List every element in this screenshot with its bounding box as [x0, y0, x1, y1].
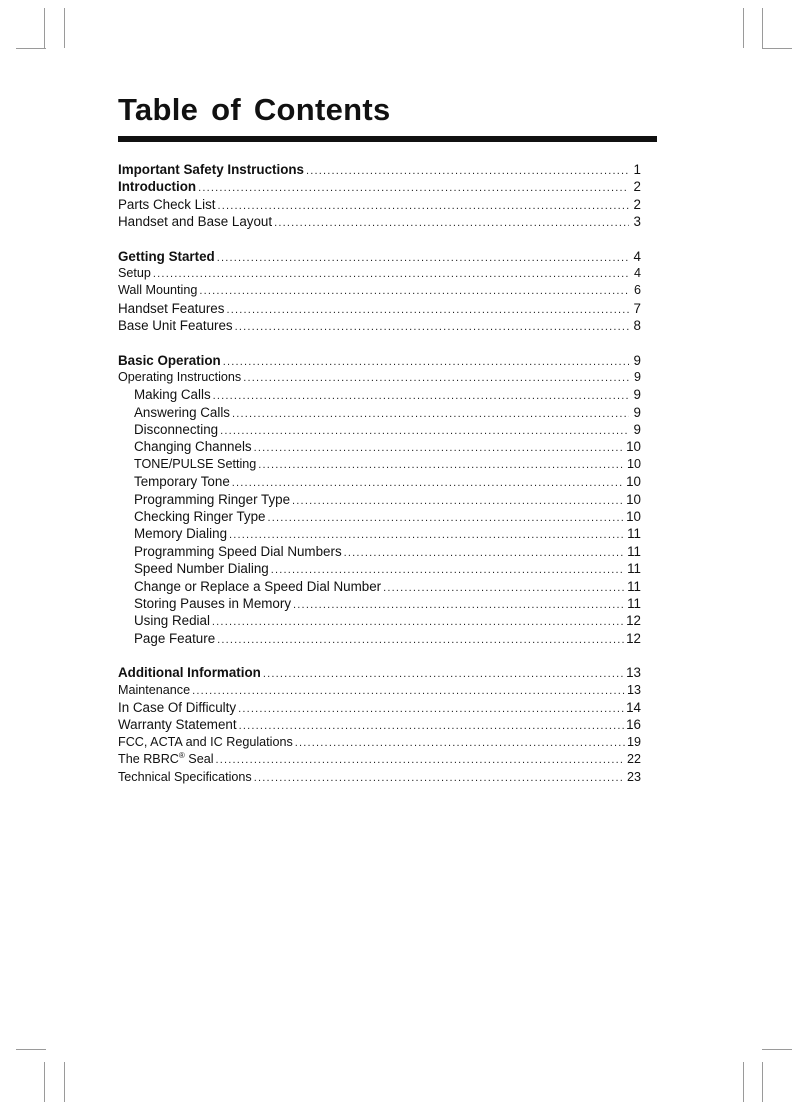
toc-entry-label: [134, 560, 269, 577]
toc-entry-label-suffix: Seal: [184, 752, 214, 767]
dot-leader: [232, 406, 629, 423]
toc-entry-page-number: 10: [626, 439, 641, 455]
toc-entry-label: [118, 213, 272, 230]
toc-entry[interactable]: [118, 560, 641, 577]
toc-entry-label-text: Maintenance: [118, 682, 191, 697]
toc-entry-label: [134, 438, 252, 455]
dot-leader: [239, 718, 625, 735]
toc-entry-label-text: Operating Instructions: [118, 369, 242, 384]
toc-entry-label-text: Answering Calls: [134, 404, 231, 420]
crop-mark-top-left-v2: [64, 8, 65, 48]
dot-leader: [292, 493, 624, 510]
table-of-contents: [118, 161, 641, 786]
toc-entry[interactable]: [118, 525, 641, 542]
dot-leader: [293, 597, 625, 614]
toc-section: [118, 161, 641, 231]
crop-mark-bottom-right-h: [762, 1049, 792, 1050]
toc-entry-page-number: 19: [626, 734, 641, 749]
toc-entry[interactable]: [118, 456, 641, 473]
toc-heading-entry[interactable]: [118, 664, 641, 681]
toc-entry-label-text: Technical Specifications: [118, 769, 252, 784]
dot-leader: [295, 735, 625, 752]
toc-entry-label: [134, 404, 230, 421]
crop-mark-bottom-right-v1: [743, 1062, 744, 1102]
toc-entry-label-text: Parts Check List: [118, 196, 216, 212]
toc-entry[interactable]: [118, 369, 641, 386]
toc-entry-label-text: Checking Ringer Type: [134, 509, 266, 525]
toc-entry-label: [118, 751, 214, 768]
dot-leader: [226, 302, 629, 319]
toc-entry[interactable]: [118, 196, 641, 213]
toc-entry[interactable]: [118, 682, 641, 699]
toc-entry[interactable]: [118, 734, 641, 751]
toc-entry-label: [118, 300, 224, 317]
toc-entry-label-text: Introduction: [118, 179, 197, 195]
toc-entry-label-text: Speed Number Dialing: [134, 561, 269, 577]
crop-mark-top-left-h: [16, 48, 46, 49]
toc-entry-label: [118, 734, 293, 751]
toc-entry-label: [118, 265, 151, 282]
toc-entry-label: [118, 716, 237, 733]
crop-mark-top-left-v1: [44, 8, 45, 48]
crop-mark-top-right-v2: [762, 8, 763, 48]
toc-heading-entry[interactable]: [118, 352, 641, 369]
toc-entry-label: [118, 664, 261, 681]
toc-entry-label: [134, 543, 342, 560]
dot-leader: [216, 752, 625, 769]
toc-entry-page-number: 11: [627, 578, 641, 594]
toc-entry-page-number: 11: [627, 543, 641, 559]
dot-leader: [223, 354, 629, 371]
toc-entry[interactable]: [118, 508, 641, 525]
toc-entry[interactable]: [118, 491, 641, 508]
toc-entry-page-number: 11: [627, 595, 641, 611]
toc-entry-label-text: Base Unit Features: [118, 318, 233, 334]
toc-entry-label-text: In Case Of Difficulty: [118, 699, 237, 715]
toc-entry-page-number: 8: [633, 318, 641, 334]
dot-leader: [212, 614, 624, 631]
dot-leader: [243, 370, 629, 387]
crop-mark-bottom-left-v2: [64, 1062, 65, 1102]
toc-entry-label: [134, 386, 211, 403]
toc-entry-page-number: 16: [626, 717, 641, 733]
toc-entry[interactable]: [118, 438, 641, 455]
toc-heading-entry[interactable]: [118, 178, 641, 195]
toc-entry-label: [118, 248, 215, 265]
toc-entry-page-number: 9: [633, 404, 641, 420]
toc-entry[interactable]: [118, 300, 641, 317]
toc-entry-label: [134, 595, 291, 612]
dot-leader: [383, 580, 625, 597]
toc-entry-label: [118, 682, 190, 699]
toc-entry-label: [118, 699, 236, 716]
toc-entry-page-number: 11: [627, 561, 641, 577]
dot-leader: [344, 545, 625, 562]
toc-entry-label-text: Additional Information: [118, 665, 261, 681]
toc-entry-label: [134, 491, 290, 508]
toc-entry-label: [134, 612, 210, 629]
toc-entry-page-number: 2: [633, 196, 641, 212]
toc-entry-page-number: 12: [626, 630, 641, 646]
toc-entry-label-text: Page Feature: [134, 630, 216, 646]
toc-entry-page-number: 10: [626, 474, 641, 490]
dot-leader: [220, 423, 629, 440]
toc-entry-label-text: Important Safety Instructions: [118, 162, 305, 177]
toc-entry-page-number: 4: [633, 265, 641, 280]
toc-entry[interactable]: [118, 386, 641, 403]
toc-heading-entry[interactable]: [118, 248, 641, 265]
toc-entry-page-number: 9: [633, 352, 641, 368]
toc-entry-label: [134, 456, 256, 473]
toc-section: [118, 352, 641, 648]
toc-entry-label: [118, 282, 197, 299]
toc-entry-label-text: Handset and Base Layout: [118, 214, 273, 230]
toc-entry[interactable]: [118, 317, 641, 334]
title-rule: [118, 136, 657, 142]
toc-entry-label: [134, 578, 381, 595]
toc-entry-label-text: Programming Ringer Type: [134, 491, 291, 507]
toc-entry[interactable]: [118, 421, 641, 438]
toc-entry-label: [134, 630, 215, 647]
toc-entry-page-number: 9: [633, 422, 641, 438]
toc-entry-page-number: 1: [633, 162, 641, 177]
toc-entry-label-text: Storing Pauses in Memory: [134, 595, 292, 611]
toc-entry[interactable]: [118, 716, 641, 733]
toc-entry-page-number: 11: [627, 526, 641, 542]
toc-entry-label-text: Wall Mounting: [118, 283, 198, 298]
toc-entry-label-text: Setup: [118, 265, 151, 280]
dot-leader: [268, 510, 625, 527]
toc-entry-label-text: Basic Operation: [118, 352, 221, 368]
dot-leader: [218, 198, 630, 215]
toc-entry-page-number: 3: [633, 214, 641, 230]
toc-entry[interactable]: [118, 543, 641, 560]
toc-entry-label-text: The RBRC: [118, 752, 179, 767]
toc-entry[interactable]: [118, 473, 641, 490]
toc-entry-label-text: Temporary Tone: [134, 474, 230, 490]
toc-entry-page-number: 13: [626, 665, 641, 681]
crop-mark-bottom-left-v1: [44, 1062, 45, 1102]
dot-leader: [192, 683, 625, 700]
crop-mark-bottom-right-v2: [762, 1062, 763, 1102]
toc-entry-page-number: 10: [626, 509, 641, 525]
toc-entry-page-number: 10: [626, 491, 641, 507]
dot-leader: [254, 770, 625, 787]
dot-leader: [232, 475, 624, 492]
crop-mark-bottom-left-h: [16, 1049, 46, 1050]
toc-entry-page-number: 7: [633, 300, 641, 316]
toc-entry[interactable]: [118, 213, 641, 230]
toc-entry-label: [134, 525, 227, 542]
crop-mark-top-right-h: [762, 48, 792, 49]
toc-entry-label: [118, 317, 233, 334]
toc-entry-page-number: 9: [633, 387, 641, 403]
toc-entry-label-text: Change or Replace a Speed Dial Number: [134, 578, 382, 594]
toc-entry-label-text: Programming Speed Dial Numbers: [134, 543, 342, 559]
dot-leader: [199, 283, 629, 300]
toc-entry-label-text: Memory Dialing: [134, 526, 228, 542]
toc-heading-entry[interactable]: [118, 161, 641, 178]
dot-leader: [306, 163, 629, 180]
toc-entry-label-text: Making Calls: [134, 387, 211, 403]
toc-entry-label: [134, 508, 266, 525]
toc-entry-label: [118, 769, 252, 786]
toc-entry[interactable]: [118, 612, 641, 629]
toc-entry[interactable]: [118, 282, 641, 299]
toc-entry-label: [118, 161, 304, 178]
toc-entry[interactable]: [118, 630, 641, 647]
dot-leader: [238, 701, 624, 718]
toc-entry[interactable]: [118, 769, 641, 786]
dot-leader: [217, 250, 629, 267]
toc-entry-page-number: 12: [626, 613, 641, 629]
toc-entry-label-text: Disconnecting: [134, 422, 219, 438]
toc-entry-page-number: 6: [633, 283, 641, 298]
toc-entry-label-text: FCC, ACTA and IC Regulations: [118, 734, 293, 749]
toc-entry-page-number: 23: [626, 769, 641, 784]
crop-mark-top-right-v1: [743, 8, 744, 48]
toc-entry-label: [134, 421, 218, 438]
toc-entry-label-text: Warranty Statement: [118, 717, 237, 733]
toc-entry[interactable]: [118, 699, 641, 716]
toc-entry-page-number: 13: [626, 682, 641, 697]
registered-mark: ®: [178, 751, 185, 761]
toc-entry-page-number: 22: [626, 752, 641, 767]
toc-entry[interactable]: [118, 595, 641, 612]
toc-entry-label-text: Using Redial: [134, 613, 210, 629]
toc-entry-label-text: TONE/PULSE Setting: [134, 456, 257, 471]
dot-leader: [235, 319, 629, 336]
toc-section: [118, 664, 641, 786]
toc-entry-label: [134, 473, 230, 490]
dot-leader: [217, 632, 624, 649]
toc-entry-label: [118, 178, 196, 195]
toc-entry-page-number: 9: [633, 369, 641, 384]
page-title: Table of Contents: [118, 92, 391, 127]
toc-entry-label: [118, 352, 221, 369]
toc-entry-page-number: 2: [633, 179, 641, 195]
toc-entry[interactable]: [118, 578, 641, 595]
dot-leader: [213, 388, 629, 405]
dot-leader: [198, 180, 629, 197]
dot-leader: [274, 215, 629, 232]
dot-leader: [258, 457, 625, 474]
dot-leader: [263, 666, 624, 683]
toc-entry-label-text: Getting Started: [118, 248, 215, 264]
dot-leader: [153, 266, 629, 283]
toc-entry-page-number: 10: [626, 456, 641, 471]
toc-entry[interactable]: [118, 265, 641, 282]
toc-entry[interactable]: [118, 404, 641, 421]
toc-entry-page-number: 4: [633, 248, 641, 264]
toc-entry-label-text: Handset Features: [118, 300, 225, 316]
toc-entry-page-number: 14: [626, 699, 641, 715]
toc-section: [118, 248, 641, 335]
toc-entry-label-text: Changing Channels: [134, 439, 252, 455]
dot-leader: [254, 440, 624, 457]
toc-entry-label: [118, 196, 216, 213]
toc-entry-label: [118, 369, 241, 386]
toc-entry[interactable]: [118, 751, 641, 768]
